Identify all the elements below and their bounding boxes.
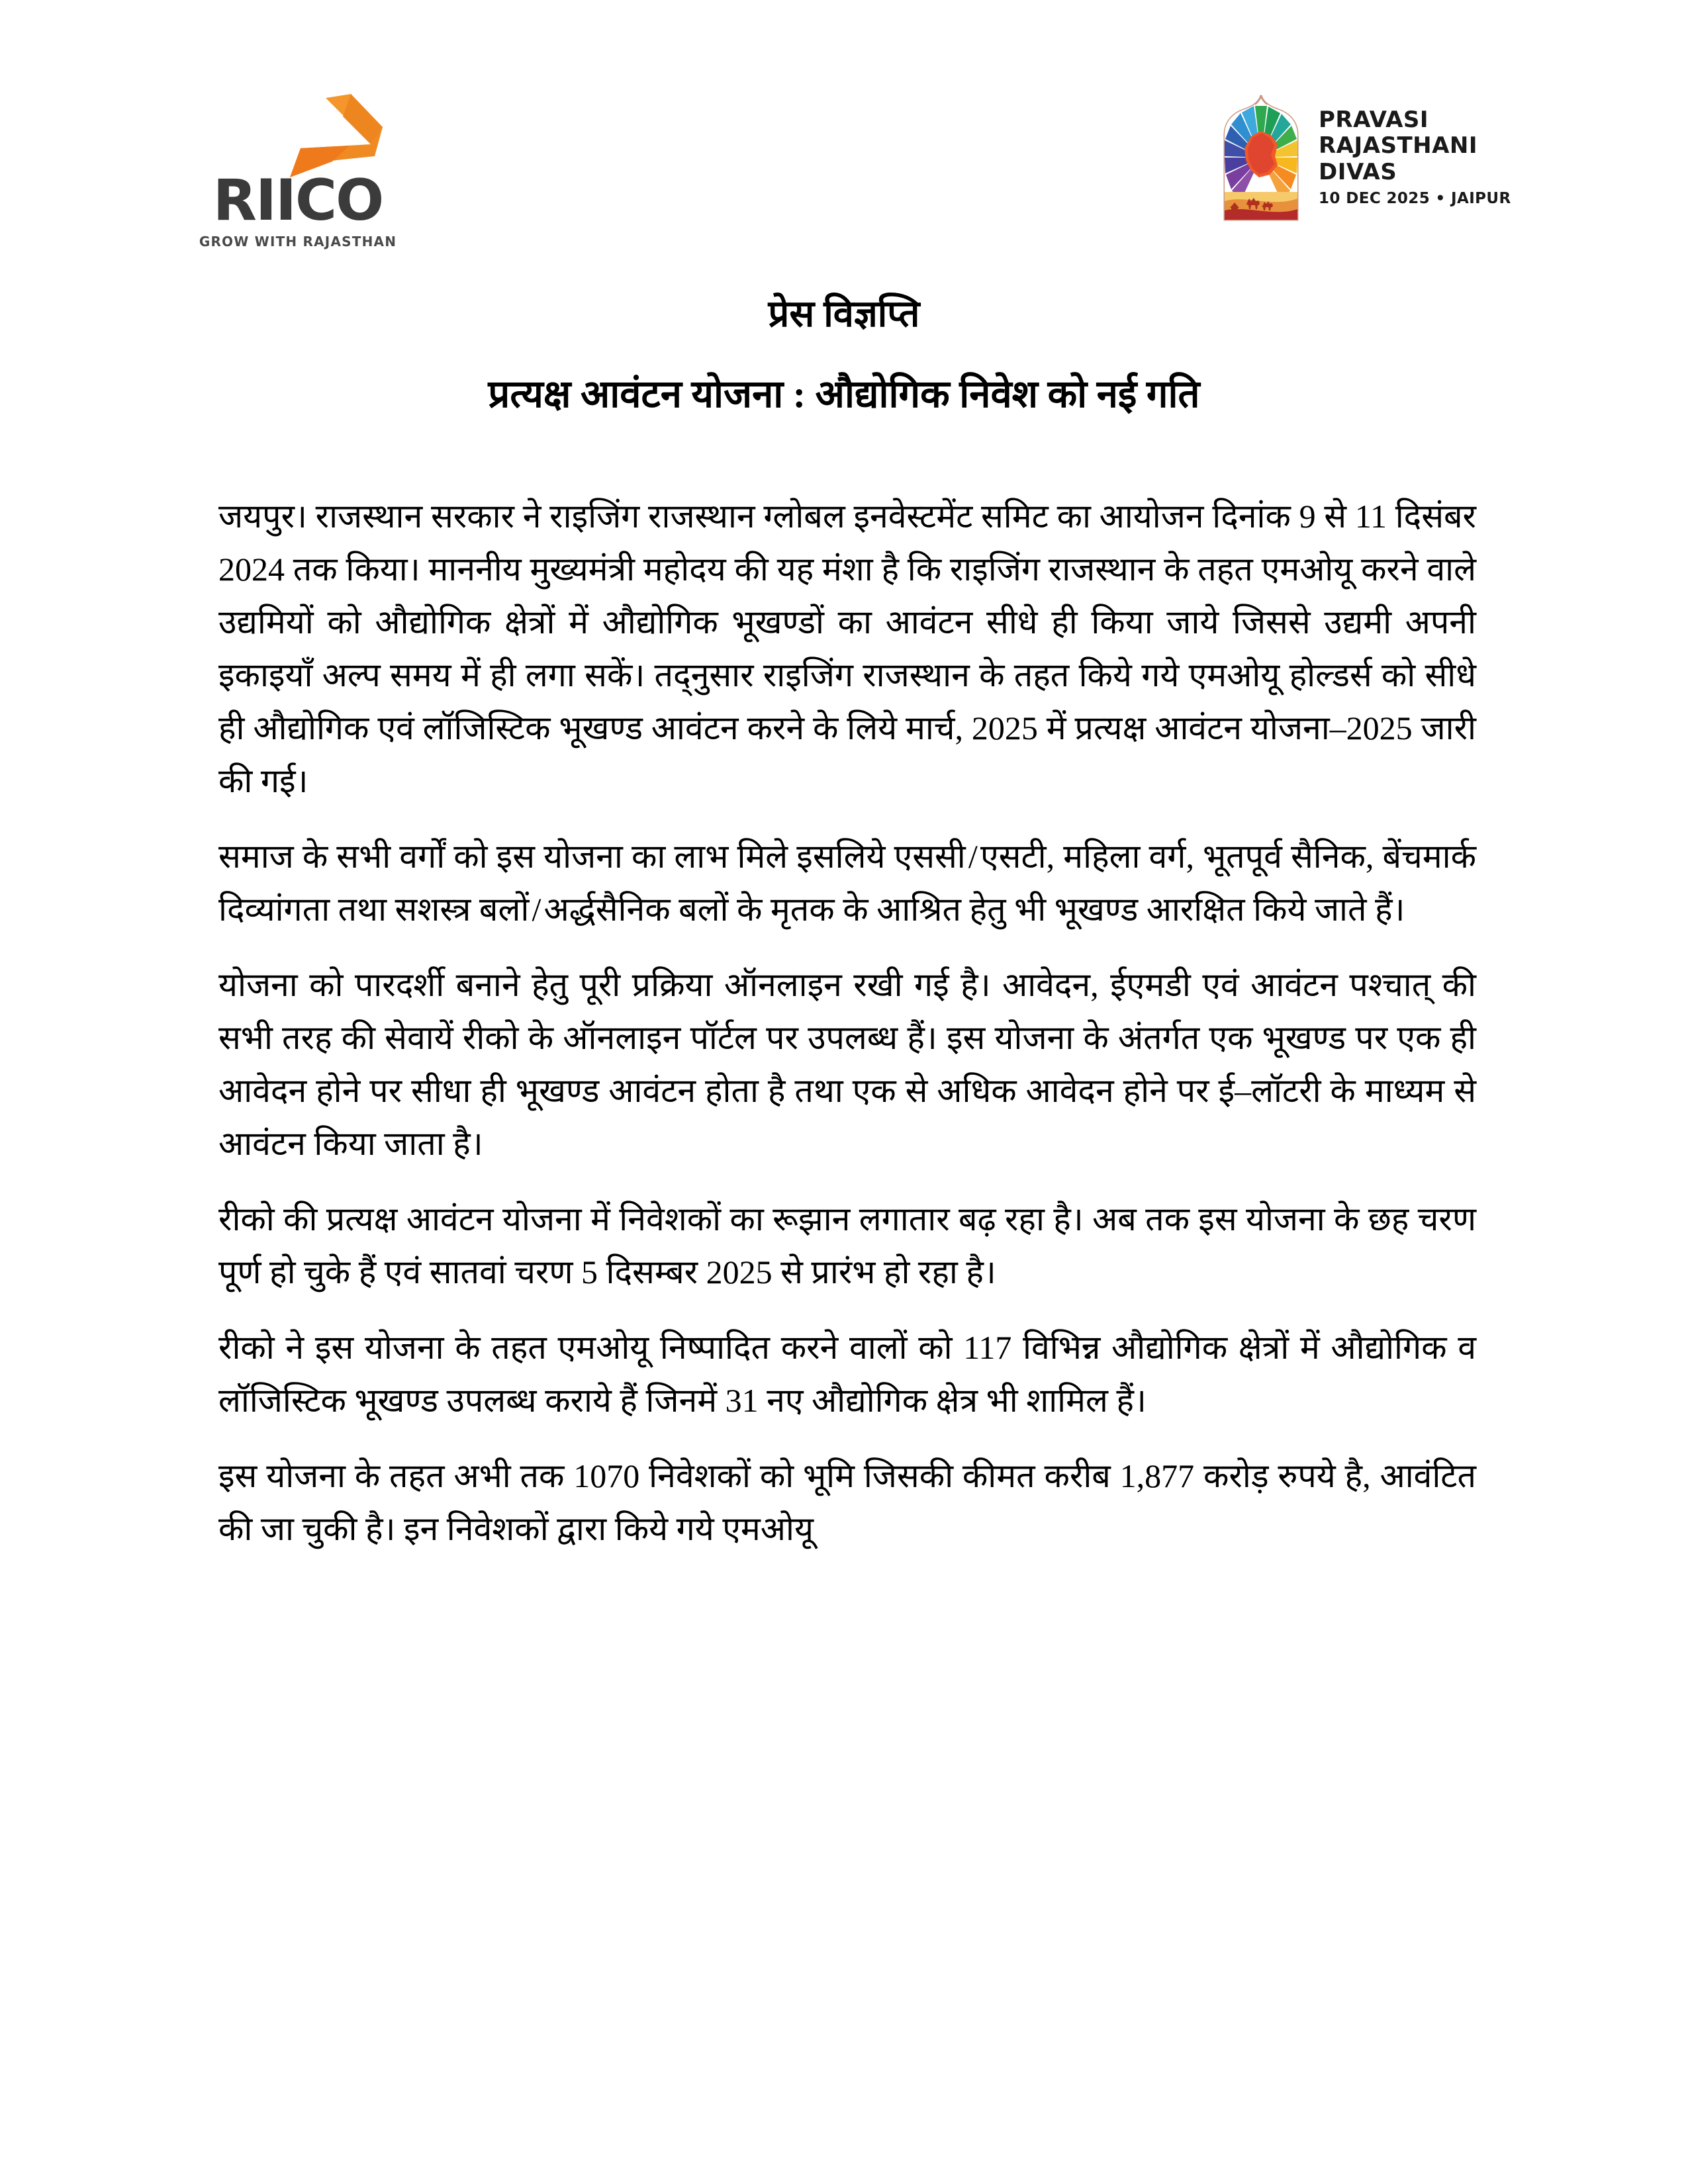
pravasi-rajasthani-divas-emblem-icon xyxy=(1211,91,1311,224)
pravasi-logo-text xyxy=(1319,107,1511,208)
riico-wordmark: RIICO xyxy=(212,167,383,234)
pravasi-line-2: RAJASTHANI xyxy=(1319,132,1478,159)
pravasi-subtitle: 10 DEC 2025 • JAIPUR xyxy=(1319,190,1511,208)
pravasi-line-1: PRAVASI xyxy=(1319,107,1429,133)
paragraph: समाज के सभी वर्गों को इस योजना का लाभ मिले इसलिये एससी / एसटी, महिला वर्ग, भूतपूर्व सैनिक, बेंचमार्क दिव्यांगता तथा सशस्त्र बलों / अर्द्धसैनिक बलों के मृतक के आश्रित हेतु भी भूखण्ड आरक्षित किये जाते हैं। xyxy=(218,838,1476,928)
paragraph: योजना को पारदर्शी बनाने हेतु पूरी प्रक्रिया ऑनलाइन रखी गई है। आवेदन, ईएमडी एवं आवंटन पश्चात् की सभी तरह की सेवायें रीको के ऑनलाइन पॉर्टल पर उपलब्ध हैं। इस योजना के अंतर्गत एक भूखण्ड पर एक ही आवेदन होने पर सीधा ही भूखण्ड आवंटन होता है तथा एक से अधिक आवेदन होने पर ई–लॉटरी के माध्यम से आवंटन किया जाता है। xyxy=(218,966,1476,1162)
press-release-body xyxy=(218,490,1476,1555)
page-subtitle: प्रत्यक्ष आवंटन योजना : औद्योगिक निवेश को नई गति xyxy=(488,373,1200,416)
paragraph: इस योजना के तहत अभी तक 1070 निवेशकों को भूमि जिसकी कीमत करीब 1,877 करोड़ रुपये है, आवंटित की जा चुकी है। इन निवेशकों द्वारा किये गये एमओयू xyxy=(218,1457,1476,1547)
document-header xyxy=(0,79,1688,265)
page-title: प्रेस विज्ञप्ति xyxy=(768,294,920,335)
pravasi-line-3: DIVAS xyxy=(1319,158,1397,185)
riico-tagline: GROW WITH RAJASTHAN xyxy=(199,234,397,250)
title-block xyxy=(0,291,1688,419)
riico-swoosh-icon xyxy=(271,93,391,179)
pravasi-rajasthani-divas-logo xyxy=(1211,91,1511,244)
paragraph: जयपुर। राजस्थान सरकार ने राइजिंग राजस्थान ग्लोबल इनवेस्टमेंट समिट का आयोजन दिनांक 9 से 11 दिसंबर 2024 तक किया। माननीय मुख्यमंत्री महोदय की यह मंशा है कि राइजिंग राजस्थान के तहत एमओयू करने वाले उद्यमियों को औद्योगिक क्षेत्रों में औद्योगिक भूखण्डों का आवंटन सीधे ही किया जाये जिससे उद्यमी अपनी इकाइयॉं अल्प समय में ही लगा सकें। तद्नुसार राइजिंग राजस्थान के तहत किये गये एमओयू होल्डर्स को सीधे ही औद्योगिक एवं लॉजिस्टिक भूखण्ड आवंटन करने के लिये मार्च, 2025 में प्रत्यक्ष आवंटन योजना–2025 जारी की गई। xyxy=(218,498,1476,799)
paragraph: रीको की प्रत्यक्ष आवंटन योजना में निवेशकों का रूझान लगातार बढ़ रहा है। अब तक इस योजना के छह चरण पूर्ण हो चुके हैं एवं सातवां चरण 5 दिसम्बर 2025 से प्रारंभ हो रहा है। xyxy=(218,1201,1476,1291)
paragraph: रीको ने इस योजना के तहत एमओयू निष्पादित करने वालों को 117 विभिन्न औद्योगिक क्षेत्रों में औद्योगिक व लॉजिस्टिक भूखण्ड उपलब्ध कराये हैं जिनमें 31 नए औद्योगिक क्षेत्र भी शामिल हैं। xyxy=(218,1329,1476,1419)
riico-logo xyxy=(199,93,397,265)
